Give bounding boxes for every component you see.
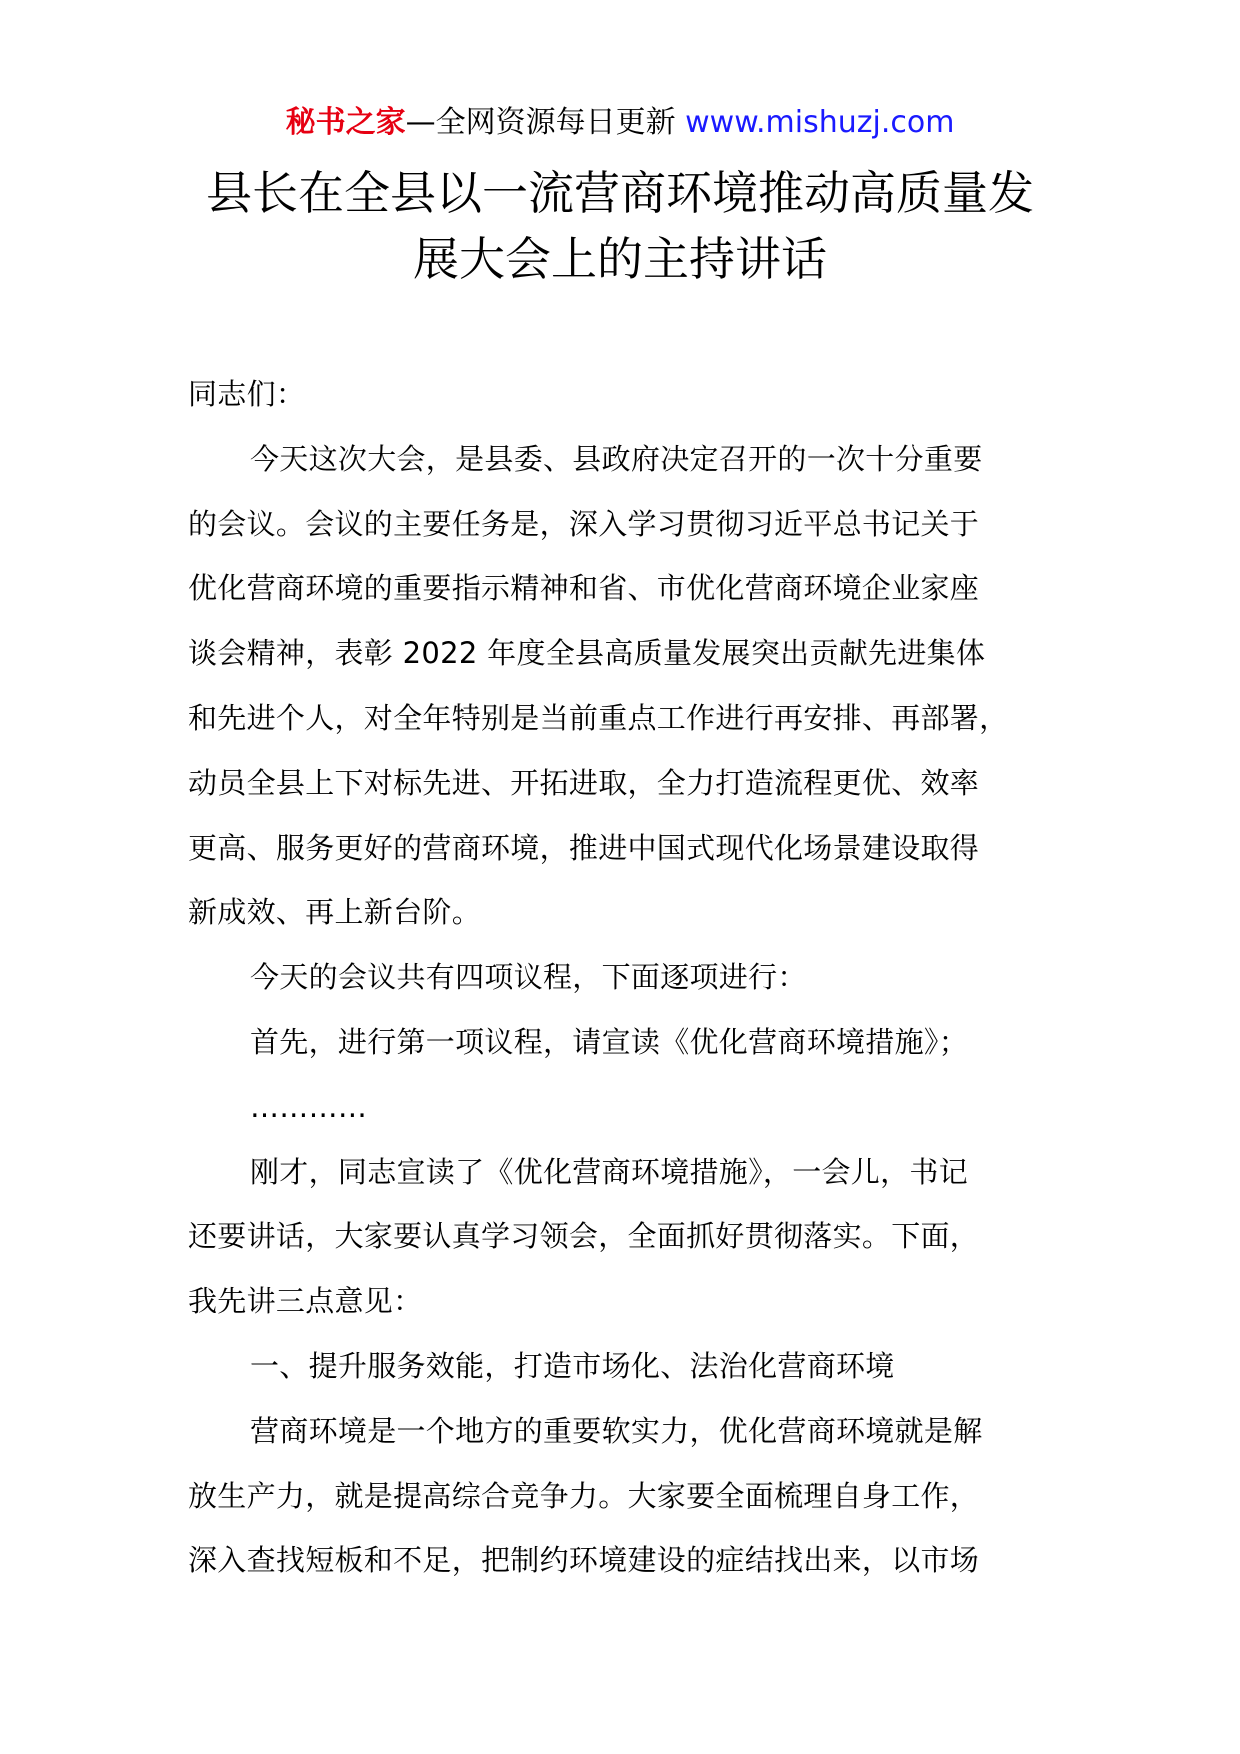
section-heading: 一、提升服务效能，打造市场化、法治化营商环境 bbox=[250, 1348, 895, 1383]
paragraph-line: 今天的会议共有四项议程，下面逐项进行： bbox=[250, 960, 807, 995]
paragraph-line: 今天这次大会，是县委、县政府决定召开的一次十分重要 bbox=[250, 441, 983, 476]
paragraph-line: 深入查找短板和不足，把制约环境建设的症结找出来，以市场 bbox=[188, 1543, 980, 1578]
banner-tagline: —全网资源每日更新 bbox=[405, 105, 686, 140]
paragraph-line: 更高、服务更好的营商环境，推进中国式现代化场景建设取得 bbox=[188, 830, 980, 865]
paragraph-line: 放生产力，就是提高综合竞争力。大家要全面梳理自身工作， bbox=[188, 1478, 980, 1513]
paragraph-line: 动员全县上下对标先进、开拓进取，全力打造流程更优、效率 bbox=[188, 765, 980, 800]
paragraph-line: 的会议。会议的主要任务是，深入学习贯彻习近平总书记关于 bbox=[188, 506, 980, 541]
paragraph-line: 刚才，同志宣读了《优化营商环境措施》，一会儿，书记 bbox=[250, 1154, 969, 1189]
ellipsis-line: ………… bbox=[250, 1089, 368, 1124]
title-line-1: 县长在全县以一流营商环境推动高质量发 bbox=[206, 166, 1034, 220]
paragraph-line: 新成效、再上新台阶。 bbox=[188, 895, 482, 930]
document-body bbox=[188, 362, 1088, 1593]
document-title bbox=[120, 160, 1120, 292]
paragraph-line: 我先讲三点意见： bbox=[188, 1284, 423, 1319]
site-banner bbox=[0, 100, 1240, 146]
title-line-2: 展大会上的主持讲话 bbox=[413, 232, 827, 286]
salutation: 同志们： bbox=[188, 377, 306, 411]
paragraph-line: 首先，进行第一项议程，请宣读《优化营商环境措施》； bbox=[250, 1024, 969, 1059]
site-url-link[interactable]: www.mishuzj.com bbox=[685, 105, 955, 140]
paragraph-line: 和先进个人，对全年特别是当前重点工作进行再安排、再部署， bbox=[188, 700, 1009, 735]
paragraph-line: 谈会精神，表彰 2022 年度全县高质量发展突出贡献先进集体 bbox=[188, 636, 986, 671]
paragraph-line: 还要讲话，大家要认真学习领会，全面抓好贯彻落实。下面， bbox=[188, 1219, 980, 1254]
paragraph-line: 营商环境是一个地方的重要软实力，优化营商环境就是解 bbox=[250, 1413, 983, 1448]
paragraph-line: 优化营商环境的重要指示精神和省、市优化营商环境企业家座 bbox=[188, 571, 980, 606]
brand-name: 秘书之家 bbox=[285, 105, 406, 140]
